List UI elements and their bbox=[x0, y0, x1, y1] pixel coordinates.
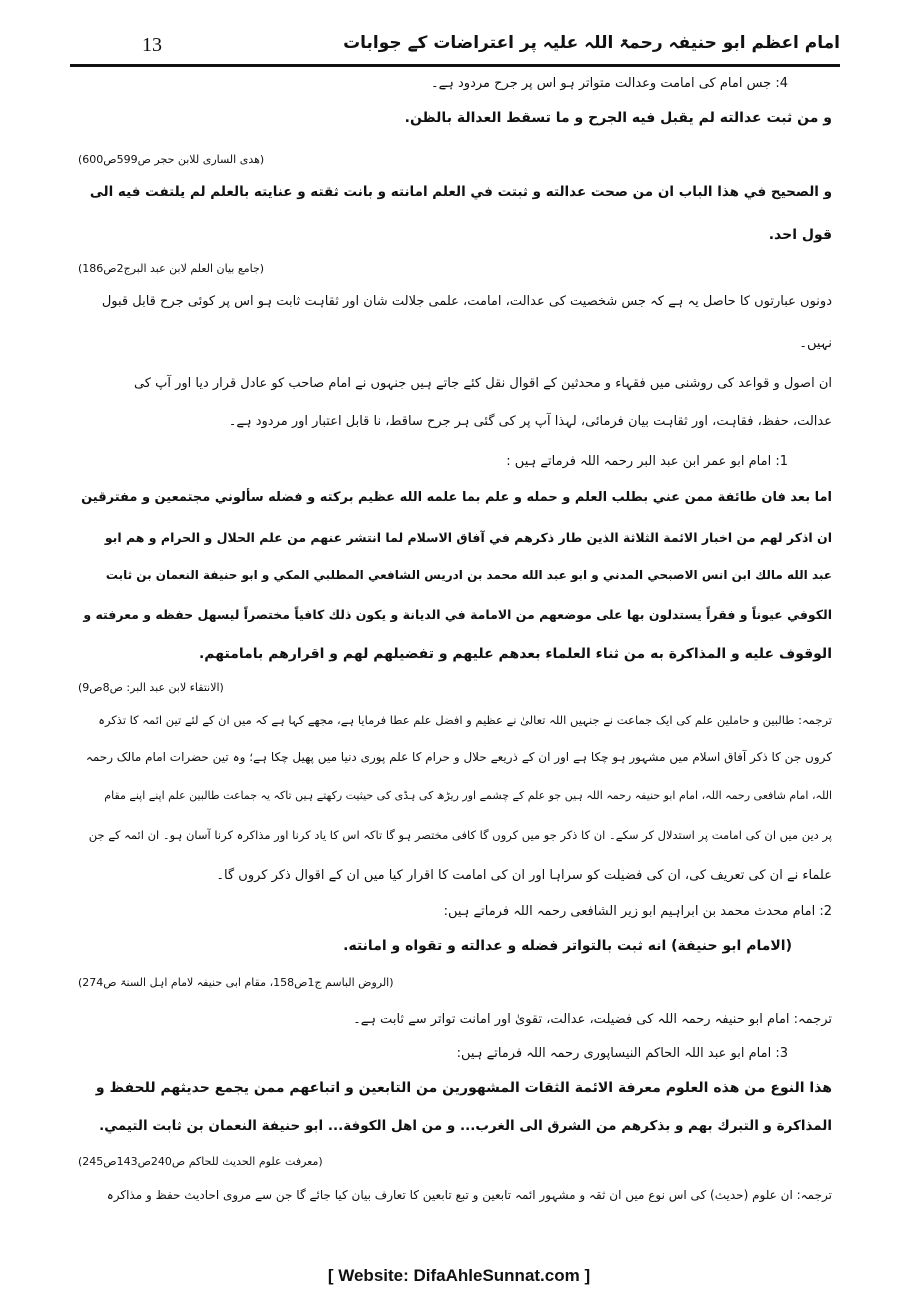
text-line: اللہ، امام شافعی رحمہ اللہ، امام ابو حنیفہ رحمہ اللہ ہیں جو علم کے چشمے اور ریڑھ کی ہڈی کی حیثیت رکھتے ہیں تاکہ یہ جماعت طالبین علم اپنے اپنے مقام bbox=[104, 789, 832, 802]
header-rule bbox=[70, 64, 840, 67]
page-number: 13 bbox=[142, 34, 162, 56]
text-line: 3: امام ابو عبد اللہ الحاکم النیساپوری رحمہ اللہ فرماتے ہیں: bbox=[456, 1046, 788, 1061]
text-line: هذا النوع من هذه العلوم معرفة الائمة الثقات المشهورين من التابعين و اتباعهم ممن يجمع حديثهم للحفظ و bbox=[95, 1080, 832, 1096]
text-line: الوقوف عليه و المذاكرة به من ثناء العلماء بعدهم عليهم و تفضيلهم لهم و اقرارهم بامامتهم. bbox=[198, 646, 832, 662]
reference-line: (ھدی الساری للابن حجر ص599ص600) bbox=[78, 153, 265, 166]
reference-line: (الروض الباسم ج1ص158، مقام ابی حنیفہ لامام اہل السنۃ ص274) bbox=[78, 976, 394, 989]
text-line: 4: جس امام کی امامت وعدالت متواتر ہو اس پر جرح مردود ہے۔ bbox=[431, 76, 788, 91]
reference-line: (جامع بیان العلم لابن عبد البرج2ص186) bbox=[78, 262, 265, 275]
text-line: عبد الله مالك ابن انس الاصبحي المدني و ابو عبد الله محمد بن ادريس الشافعي المطلبي المكي و ابو حنيفة النعمان بن ثابت bbox=[105, 568, 832, 582]
book-title: امام اعظم ابو حنیفہ رحمۃ اللہ علیہ پر اعتراضات کے جوابات bbox=[343, 33, 840, 53]
text-line: عدالت، حفظ، فقاہت، اور ثقاہت بیان فرمائی، لہذا آپ پر کی گئی ہر جرح ساقط، نا قابل اعتبار اور مردود ہے۔ bbox=[228, 414, 832, 429]
text-line: ان اذكر لهم من اخبار الائمة الثلاثة الذين طار ذكرهم في آفاق الاسلام لما انتشر عنهم من علم الحلال و الحرام و هم ابو bbox=[104, 530, 832, 545]
text-line: ترجمہ: طالبین و حاملین علم کی ایک جماعت نے جنہیں اللہ تعالیٰ نے عظیم و افضل علم عطا فرمایا ہے، مجھے کہا ہے کہ میں ان کے لئے تین ائمہ کا تذکرہ bbox=[98, 713, 832, 727]
text-line: کروں جن کا ذکر آفاق اسلام میں مشہور ہو چکا ہے اور ان کے ذریعے حلال و حرام کا علم پوری دنیا میں پھیل چکا ہے؛ وہ تین حضرات امام مالک رحمہ bbox=[85, 750, 832, 764]
page-header bbox=[70, 32, 840, 66]
text-line: 2: امام محدث محمد بن ابراہیم ابو زیر الشافعی رحمہ اللہ فرماتے ہیں: bbox=[443, 904, 832, 919]
text-line: ترجمہ: امام ابو حنیفہ رحمہ اللہ کی فضیلت، عدالت، تقویٰ اور امانت تواتر سے ثابت ہے۔ bbox=[353, 1012, 832, 1027]
reference-line: (معرفت علوم الحدیث للحاکم ص240ص143ص245) bbox=[78, 1155, 323, 1168]
text-line: المذاكرة و التبرك بهم و بذكرهم من الشرق الى الغرب... و من اهل الكوفة... ابو حنيفة النعمان بن ثابت التيمي. bbox=[99, 1118, 832, 1134]
text-line: علماء نے ان کی تعریف کی، ان کی فضیلت کو سراہا اور ان کی امامت کا اقرار کیا میں ان کے اقوال ذکر کروں گا۔ bbox=[216, 868, 832, 883]
text-line: نہیں۔ bbox=[799, 336, 832, 351]
reference-line: (الانتقاء لابن عبد البر: ص8ص9) bbox=[78, 681, 224, 694]
website-footer: [ Website: DifaAhleSunnat.com ] bbox=[327, 1266, 591, 1285]
text-line: ترجمہ: ان علوم (حدیث) کی اس نوع میں ان ثقہ و مشہور ائمہ تابعین و تبع تابعین کا تعارف بیان کیا جائے گا جن سے مروی احادیث حفظ و مذاکرہ bbox=[106, 1188, 832, 1202]
text-line: 1: امام ابو عمر ابن عبد البر رحمہ اللہ فرماتے ہیں : bbox=[506, 454, 788, 469]
text-line: ان اصول و قواعد کی روشنی میں فقہاء و محدثین کے اقوال نقل کئے جاتے ہیں جنہوں نے امام صاحب کو عادل قرار دیا اور آپ کی bbox=[133, 376, 832, 391]
text-line: (الامام ابو حنيفة) انه ثبت بالتواتر فضله و عدالته و تقواه و امانته. bbox=[343, 938, 792, 954]
text-line: اما بعد فان طائفة ممن عني بطلب العلم و حمله و علم بما علمه الله عظيم بركته و فضله سألوني مجتمعين و مفترقين bbox=[81, 490, 832, 505]
text-line: دونوں عبارتوں کا حاصل یہ ہے کہ جس شخصیت کی عدالت، امامت، علمی جلالت شان اور ثقاہت ثابت ہو اس پر کوئی جرح قابل قبول bbox=[101, 294, 832, 309]
text-line: و الصحيح في هذا الباب ان من صحت عدالته و ثبتت في العلم امانته و بانت ثقته و عنايته بالعلم لم يلتفت فيه الى bbox=[89, 184, 832, 200]
text-line: الكوفي عيوناً و فقراً يستدلون بها على موضعهم من الامامة في الديانة و يكون ذلك كافياً مختصراً ليسهل حفظه و معرفته و bbox=[83, 607, 832, 622]
text-line: پر دین میں ان کی امامت پر استدلال کر سکے۔ ان کا ذکر جو میں کروں گا کافی مختصر ہو گا تاکہ اس کا یاد کرنا اور مذاکرہ کرنا آسان ہو۔ ان ائمہ کے جن bbox=[88, 828, 832, 842]
text-line: و من ثبت عدالته لم يقبل فيه الجرح و ما تسقط العدالة بالظن. bbox=[404, 110, 832, 126]
text-line: قول احد. bbox=[768, 227, 832, 243]
